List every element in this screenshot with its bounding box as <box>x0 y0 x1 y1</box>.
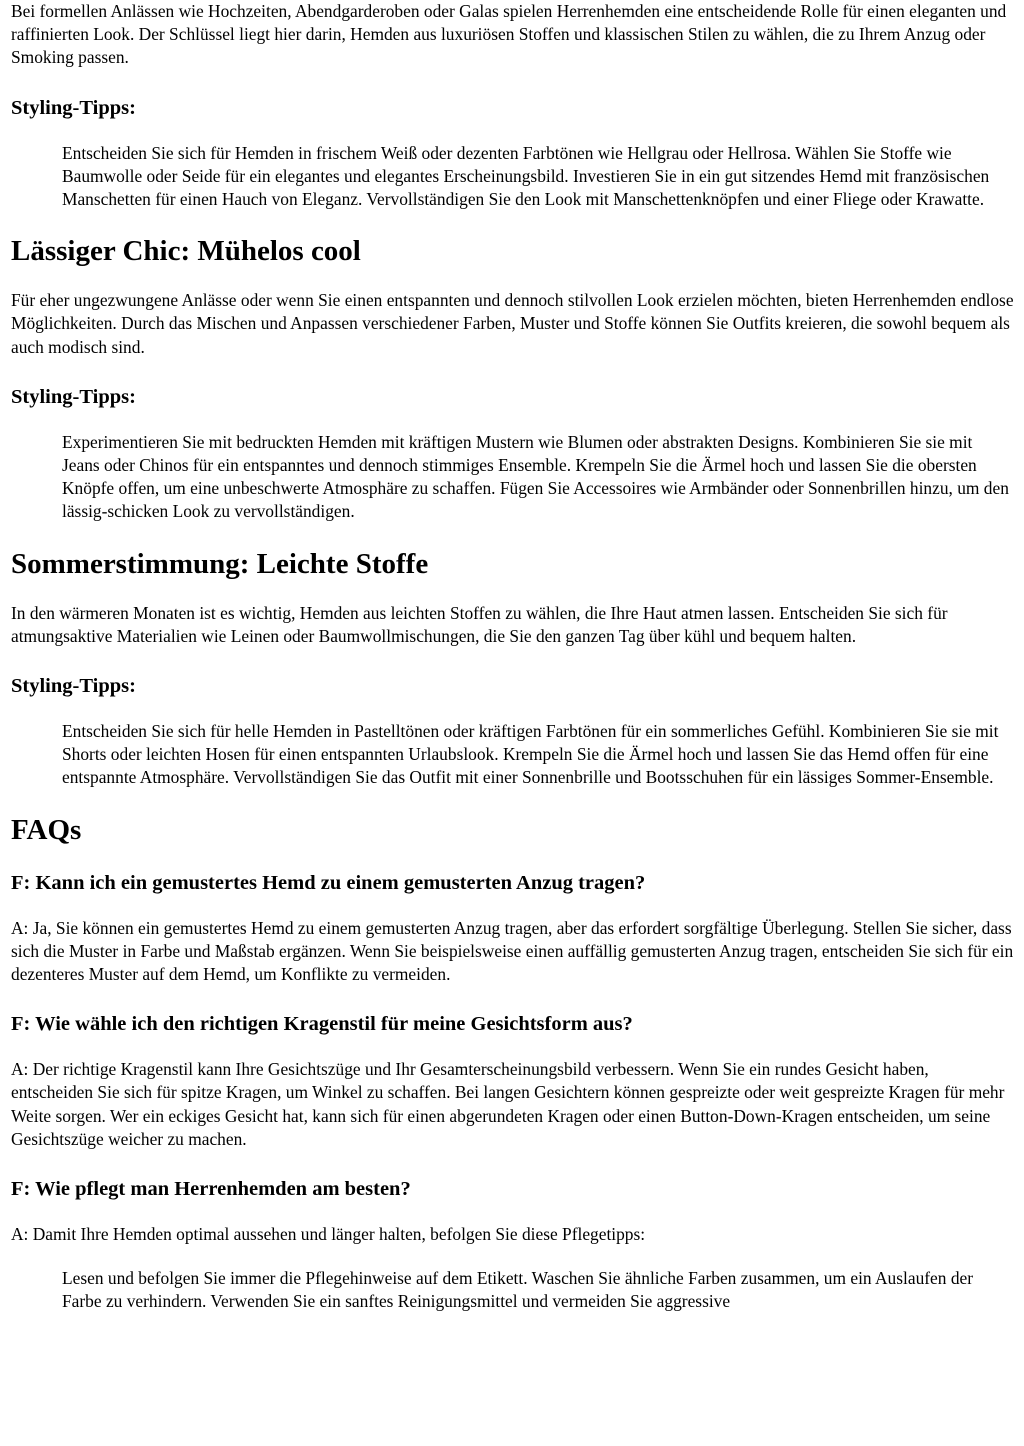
casual-tips-heading: Styling-Tipps: <box>11 385 136 408</box>
summer-tips-text: Entscheiden Sie sich für helle Hemden in Pastelltönen oder kräftigen Farbtönen für ein sommerliches Gefühl. Kombinieren Sie sie mit Shorts oder leichten Hosen für einen entspannten Urlaubslook. Krempeln Sie die Ärmel hoch und lassen Sie das Hemd offen für eine entspannte Atmosphäre. Vervollständigen Sie das Outfit mit einer Sonnenbrille und Bootsschuhen für ein lässiges Sommer-Ensemble. <box>62 721 999 788</box>
faq-answer: A: Damit Ihre Hemden optimal aussehen und länger halten, befolgen Sie diese Pflegetipps: <box>11 1224 646 1245</box>
casual-tips-quote <box>62 431 1014 524</box>
faq-question: F: Wie wähle ich den richtigen Kragenstil für meine Gesichtsform aus? <box>11 1013 633 1036</box>
summer-tips-quote <box>62 720 1014 790</box>
faq-answer: A: Der richtige Kragenstil kann Ihre Gesichtszüge und Ihr Gesamterscheinungsbild verbessern. Wenn Sie ein rundes Gesicht haben, entscheiden Sie sich für spitze Kragen, um Winkel zu schaffen. Bei langen Gesichtern können gespreizte oder weit gespreizte Kragen für mehr Weite sorgen. Wer ein eckiges Gesicht hat, kann sich für einen abgerundeten Kragen oder einen Button-Down-Kragen entscheiden, um seine Gesichtszüge weicher zu machen. <box>11 1059 1005 1149</box>
faq-answer: A: Ja, Sie können ein gemustertes Hemd zu einem gemusterten Anzug tragen, aber das erfordert sorgfältige Überlegung. Stellen Sie sicher, dass sich die Muster in Farbe und Maßstab ergänzen. Wenn Sie beispielsweise einen auffällig gemusterten Anzug tragen, entscheiden Sie sich für ein dezenteres Muster auf dem Hemd, um Konflikte zu vermeiden. <box>11 917 1014 985</box>
casual-tips-text: Experimentieren Sie mit bedruckten Hemden mit kräftigen Mustern wie Blumen oder abstrakten Designs. Kombinieren Sie sie mit Jeans oder Chinos für ein entspanntes und dennoch stimmiges Ensemble. Krempeln Sie die Ärmel hoch und lassen Sie die obersten Knöpfe offen, um eine unbeschwerte Atmosphäre zu schaffen. Fügen Sie Accessoires wie Armbänder oder Sonnenbrillen hinzu, um den lässig-schicken Look zu vervollständigen. <box>62 431 1009 522</box>
formal-tips-heading: Styling-Tipps: <box>11 96 136 119</box>
faqs-heading: FAQs <box>11 813 82 846</box>
faq-care-text: Lesen und befolgen Sie immer die Pflegehinweise auf dem Etikett. Waschen Sie ähnliche Farben zusammen, um ein Auslaufen der Farbe zu verhindern. Verwenden Sie ein sanftes Reinigungsmittel und vermeiden Sie aggressive <box>62 1268 974 1312</box>
intro-paragraph: Bei formellen Anlässen wie Hochzeiten, Abendgarderoben oder Galas spielen Herrenhemden eine entscheidende Rolle für einen eleganten und raffinierten Look. Der Schlüssel liegt hier darin, Hemden aus luxuriösen Stoffen und klassischen Stilen zu wählen, die zu Ihrem Anzug oder Smoking passen. <box>11 1 1007 68</box>
summer-tips-heading: Styling-Tipps: <box>11 675 136 698</box>
faq-question: F: Kann ich ein gemustertes Hemd zu einem gemusterten Anzug tragen? <box>11 871 646 894</box>
casual-paragraph: Für eher ungezwungene Anlässe oder wenn Sie einen entspannten und dennoch stilvollen Look erzielen möchten, bieten Herrenhemden endlose Möglichkeiten. Durch das Mischen und Anpassen verschiedener Farben, Muster und Stoffe können Sie Outfits kreieren, die sowohl bequem als auch modisch sind. <box>11 290 1014 357</box>
summer-heading: Sommerstimmung: Leichte Stoffe <box>11 547 429 580</box>
faq-question: F: Wie pflegt man Herrenhemden am besten? <box>11 1178 411 1201</box>
formal-tips-text: Entscheiden Sie sich für Hemden in frischem Weiß oder dezenten Farbtönen wie Hellgrau oder Hellrosa. Wählen Sie Stoffe wie Baumwolle oder Seide für ein elegantes und elegantes Erscheinungsbild. Investieren Sie in ein gut sitzendes Hemd mit französischen Manschetten für einen Hauch von Eleganz. Vervollständigen Sie den Look mit Manschettenknöpfen und einer Fliege oder Krawatte. <box>62 142 990 210</box>
faq-care-quote <box>62 1267 1014 1313</box>
summer-paragraph: In den wärmeren Monaten ist es wichtig, Hemden aus leichten Stoffen zu wählen, die Ihre Haut atmen lassen. Entscheiden Sie sich für atmungsaktive Materialien wie Leinen oder Baumwollmischungen, die Sie den ganzen Tag über kühl und bequem halten. <box>11 602 948 646</box>
casual-heading: Lässiger Chic: Mühelos cool <box>11 235 361 268</box>
formal-tips-quote <box>62 142 1014 212</box>
